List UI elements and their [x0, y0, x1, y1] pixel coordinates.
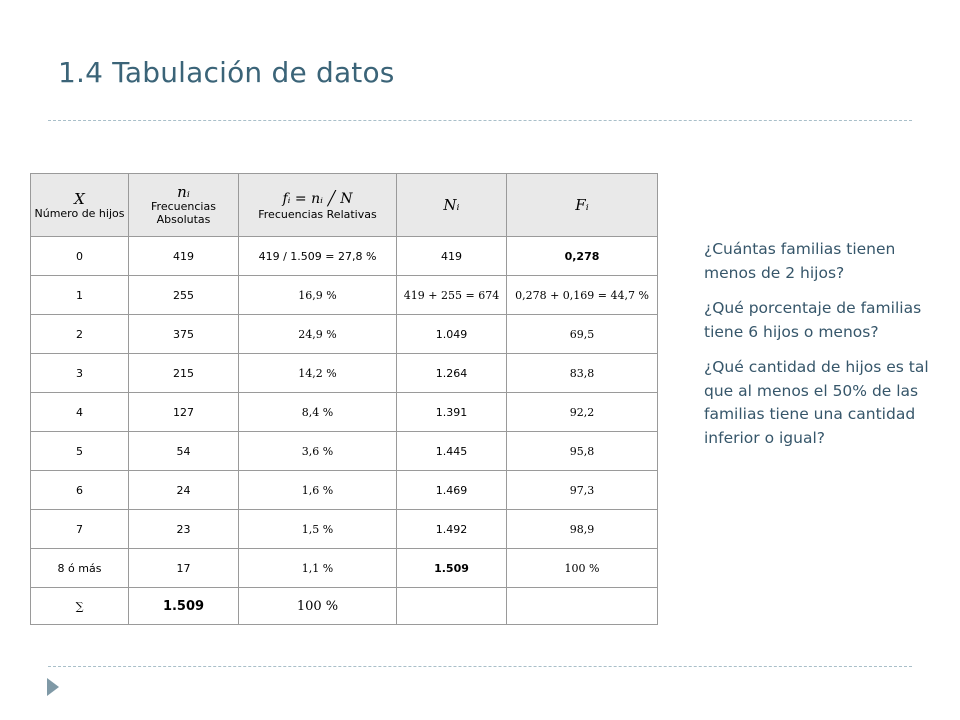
header-Ni-symbol: Nᵢ [443, 196, 460, 214]
cell-Fi: 83,8 [507, 354, 658, 393]
top-divider [48, 120, 912, 121]
table-row [31, 354, 658, 393]
table-row [31, 471, 658, 510]
cell-ni: 215 [129, 354, 239, 393]
header-ni [129, 174, 239, 237]
cell-fi: 14,2 % [239, 354, 397, 393]
total-Ni-empty [397, 588, 507, 625]
cell-hijos: 2 [31, 315, 129, 354]
table-row [31, 315, 658, 354]
header-x-label: Número de hijos [34, 206, 125, 220]
cell-Ni: 1.492 [397, 510, 507, 549]
cell-fi: 16,9 % [239, 276, 397, 315]
cell-Fi: 97,3 [507, 471, 658, 510]
cell-hijos: 3 [31, 354, 129, 393]
table-header-row [31, 174, 658, 237]
frequency-table [30, 173, 658, 625]
cell-hijos: 7 [31, 510, 129, 549]
header-ni-label: Frecuencias Absolutas [151, 200, 216, 226]
cell-Fi: 69,5 [507, 315, 658, 354]
cell-Fi: 0,278 [507, 237, 658, 276]
table-row [31, 510, 658, 549]
cell-hijos: 5 [31, 432, 129, 471]
cell-ni: 17 [129, 549, 239, 588]
cell-Fi: 0,278 + 0,169 = 44,7 % [507, 276, 658, 315]
total-Fi-empty [507, 588, 658, 625]
cell-Ni: 1.264 [397, 354, 507, 393]
cell-fi: 1,1 % [239, 549, 397, 588]
cell-hijos: 0 [31, 237, 129, 276]
header-Fi-symbol: Fᵢ [575, 196, 589, 214]
cell-fi: 1,5 % [239, 510, 397, 549]
header-x-symbol: X [74, 189, 85, 208]
header-fi [239, 174, 397, 237]
table-row [31, 276, 658, 315]
cell-fi: 3,6 % [239, 432, 397, 471]
cell-Fi: 100 % [507, 549, 658, 588]
header-fi-formula: fᵢ = nᵢ ╱ N [282, 190, 353, 207]
cell-fi: 24,9 % [239, 315, 397, 354]
cell-fi: 419 / 1.509 = 27,8 % [239, 237, 397, 276]
header-Ni [397, 174, 507, 237]
page-title: 1.4 Tabulación de datos [58, 56, 395, 89]
total-relative: 100 % [239, 588, 397, 625]
cell-fi: 8,4 % [239, 393, 397, 432]
cell-hijos: 8 ó más [31, 549, 129, 588]
cell-Ni: 1.391 [397, 393, 507, 432]
header-ni-symbol: nᵢ [177, 183, 190, 201]
cell-hijos: 6 [31, 471, 129, 510]
question-3: ¿Qué cantidad de hijos es tal que al menos el 50% de las familias tiene una cantidad inferior o igual? [704, 358, 929, 447]
cell-Ni: 419 [397, 237, 507, 276]
cell-Ni: 1.445 [397, 432, 507, 471]
cell-ni: 24 [129, 471, 239, 510]
triangle-bullet-icon [47, 678, 59, 696]
sum-symbol: ∑ [31, 588, 129, 625]
cell-Ni: 1.509 [397, 549, 507, 588]
cell-ni: 255 [129, 276, 239, 315]
cell-ni: 375 [129, 315, 239, 354]
cell-Ni: 1.469 [397, 471, 507, 510]
cell-Fi: 95,8 [507, 432, 658, 471]
cell-ni: 127 [129, 393, 239, 432]
cell-Ni: 1.049 [397, 315, 507, 354]
table-row [31, 237, 658, 276]
header-x [31, 174, 129, 237]
table-row [31, 432, 658, 471]
total-absolute: 1.509 [129, 588, 239, 625]
table-total-row [31, 588, 658, 625]
cell-Ni: 419 + 255 = 674 [397, 276, 507, 315]
bottom-divider [48, 666, 912, 667]
header-Fi [507, 174, 658, 237]
cell-hijos: 1 [31, 276, 129, 315]
cell-ni: 419 [129, 237, 239, 276]
question-2: ¿Qué porcentaje de familias tiene 6 hijos o menos? [704, 299, 922, 341]
cell-fi: 1,6 % [239, 471, 397, 510]
questions-panel [704, 238, 948, 462]
cell-ni: 54 [129, 432, 239, 471]
table-row [31, 393, 658, 432]
cell-hijos: 4 [31, 393, 129, 432]
cell-Fi: 98,9 [507, 510, 658, 549]
cell-Fi: 92,2 [507, 393, 658, 432]
header-fi-label: Frecuencias Relativas [258, 207, 377, 221]
cell-ni: 23 [129, 510, 239, 549]
table-row [31, 549, 658, 588]
question-1: ¿Cuántas familias tienen menos de 2 hijos? [704, 240, 896, 282]
